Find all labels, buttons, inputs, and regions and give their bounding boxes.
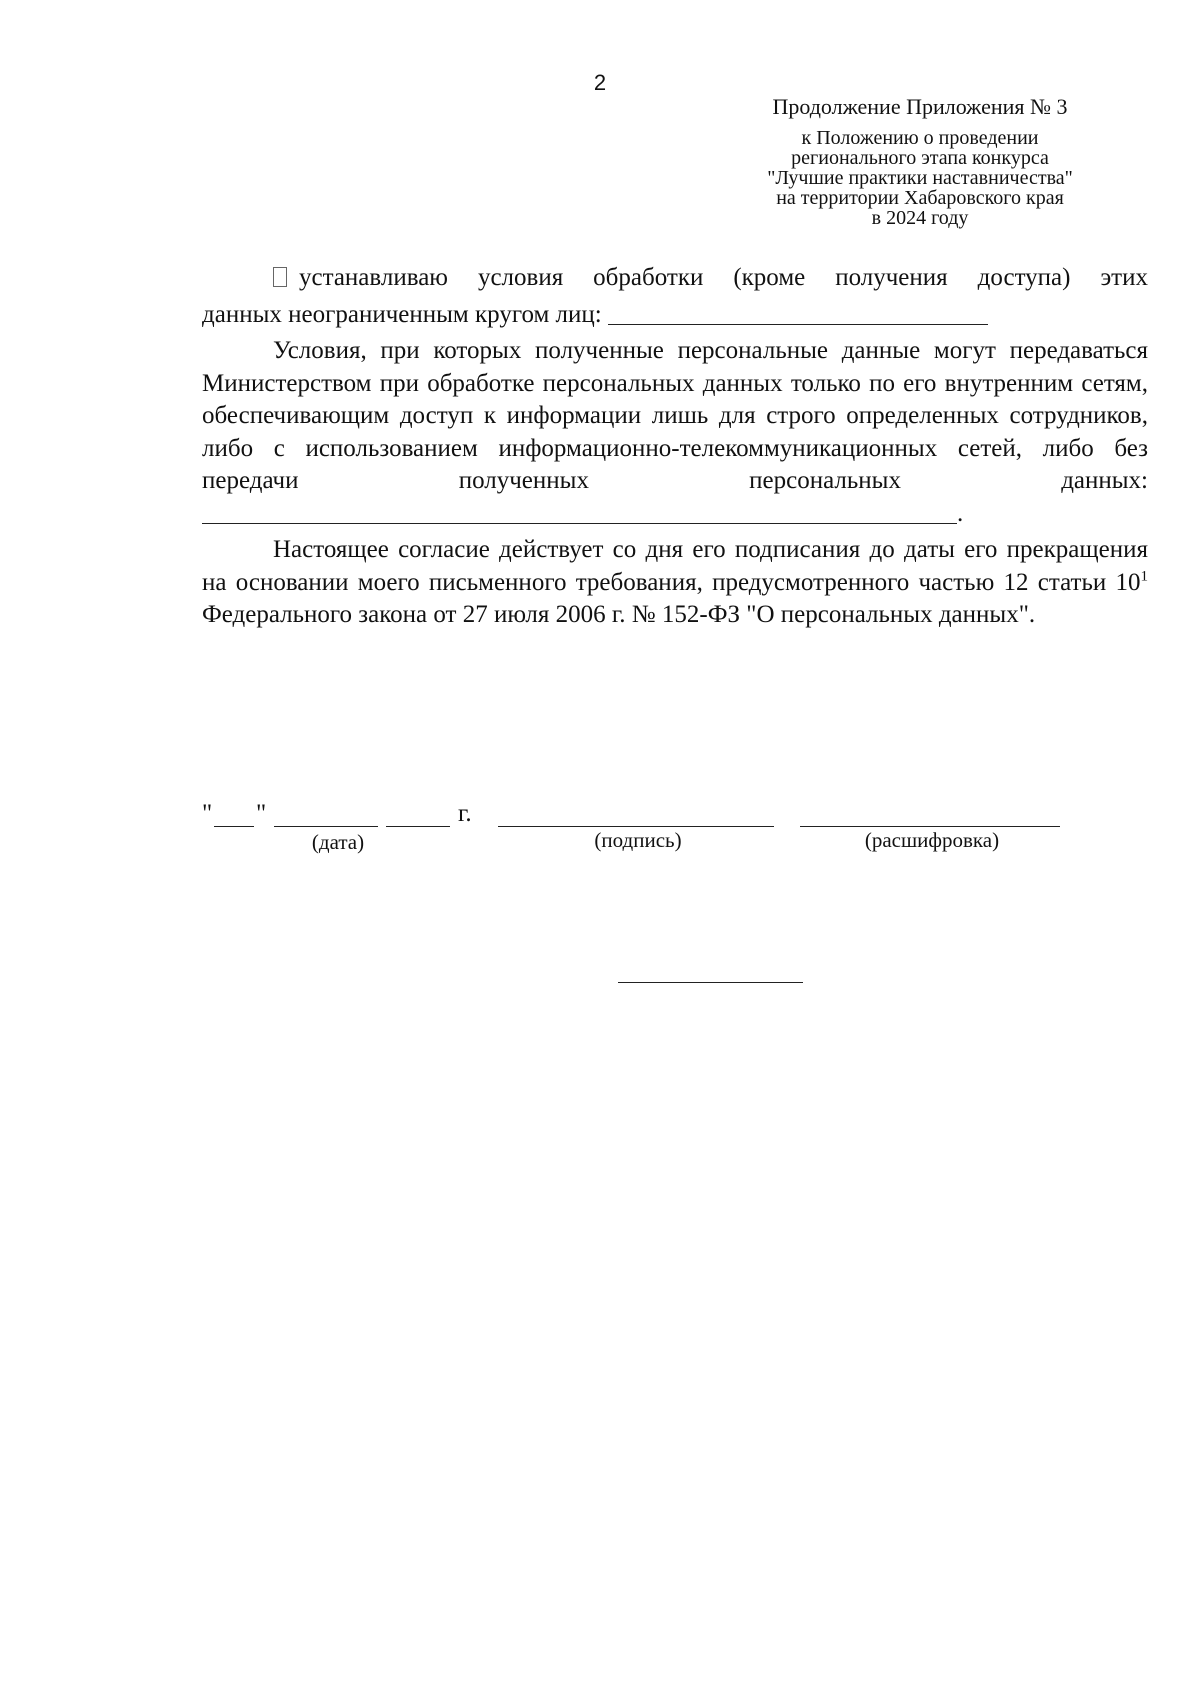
validity-paragraph xyxy=(202,534,1148,632)
appendix-subtitle-line: "Лучшие практики наставничества" xyxy=(767,167,1073,189)
appendix-subtitle-line: на территории Хабаровского края xyxy=(776,187,1064,209)
option-text-continued: данных неограниченным кругом лиц: xyxy=(202,300,602,328)
date-year-field[interactable] xyxy=(386,806,450,827)
conditions-end: . xyxy=(957,499,964,527)
option-paragraph-line1 xyxy=(202,262,1148,295)
option-blank-field[interactable] xyxy=(608,302,988,325)
signature-caption: (подпись) xyxy=(594,828,682,852)
conditions-blank-field[interactable] xyxy=(202,501,957,524)
option-checkbox[interactable] xyxy=(273,267,287,287)
validity-tail: Федерального закона от 27 июля 2006 г. № 152-ФЗ "О персональных данных". xyxy=(202,601,1036,628)
appendix-subtitle-line: в 2024 году xyxy=(871,207,969,229)
validity-text: Настоящее согласие действует со дня его подписания до даты его прекращения на основании моего письменного требования, предусмотренного частью 12 статьи 10 xyxy=(202,536,1148,596)
conditions-paragraph xyxy=(202,335,1148,530)
page-number: 2 xyxy=(593,70,607,95)
document-body xyxy=(202,262,1148,636)
date-month-field[interactable] xyxy=(274,806,378,827)
appendix-title: Продолжение Приложения № 3 xyxy=(772,94,1068,119)
conditions-tail: данных: xyxy=(1061,467,1149,494)
date-quote-close: " xyxy=(256,800,267,827)
date-quote-open: " xyxy=(202,800,213,827)
validity-superscript: 1 xyxy=(1140,568,1148,585)
appendix-subtitle-line: регионального этапа конкурса xyxy=(791,147,1049,169)
closing-divider xyxy=(618,982,803,983)
signature-row xyxy=(202,800,1148,860)
year-suffix: г. xyxy=(458,800,472,827)
decoding-caption: (расшифровка) xyxy=(864,828,1000,852)
appendix-subtitle-line: к Положению о проведении xyxy=(801,127,1039,149)
appendix-subtitle xyxy=(720,128,1120,228)
date-day-field[interactable] xyxy=(214,806,254,827)
name-decoding-field[interactable] xyxy=(800,806,1060,827)
signature-field[interactable] xyxy=(498,806,774,827)
option-text: устанавливаю условия обработки (кроме получения доступа) этих xyxy=(299,264,1148,291)
date-caption: (дата) xyxy=(311,830,365,854)
conditions-text: Условия, при которых полученные персональные данные могут передаваться Министерством при обработке персональных данных только по его внутренним сетям, обеспечивающим доступ к информации лишь для строго определенных сотрудников, либо с использованием информационно-телекоммуникационных сетей, либо без передачи полученных персональных xyxy=(202,337,1148,494)
option-paragraph-line2 xyxy=(202,299,1148,332)
